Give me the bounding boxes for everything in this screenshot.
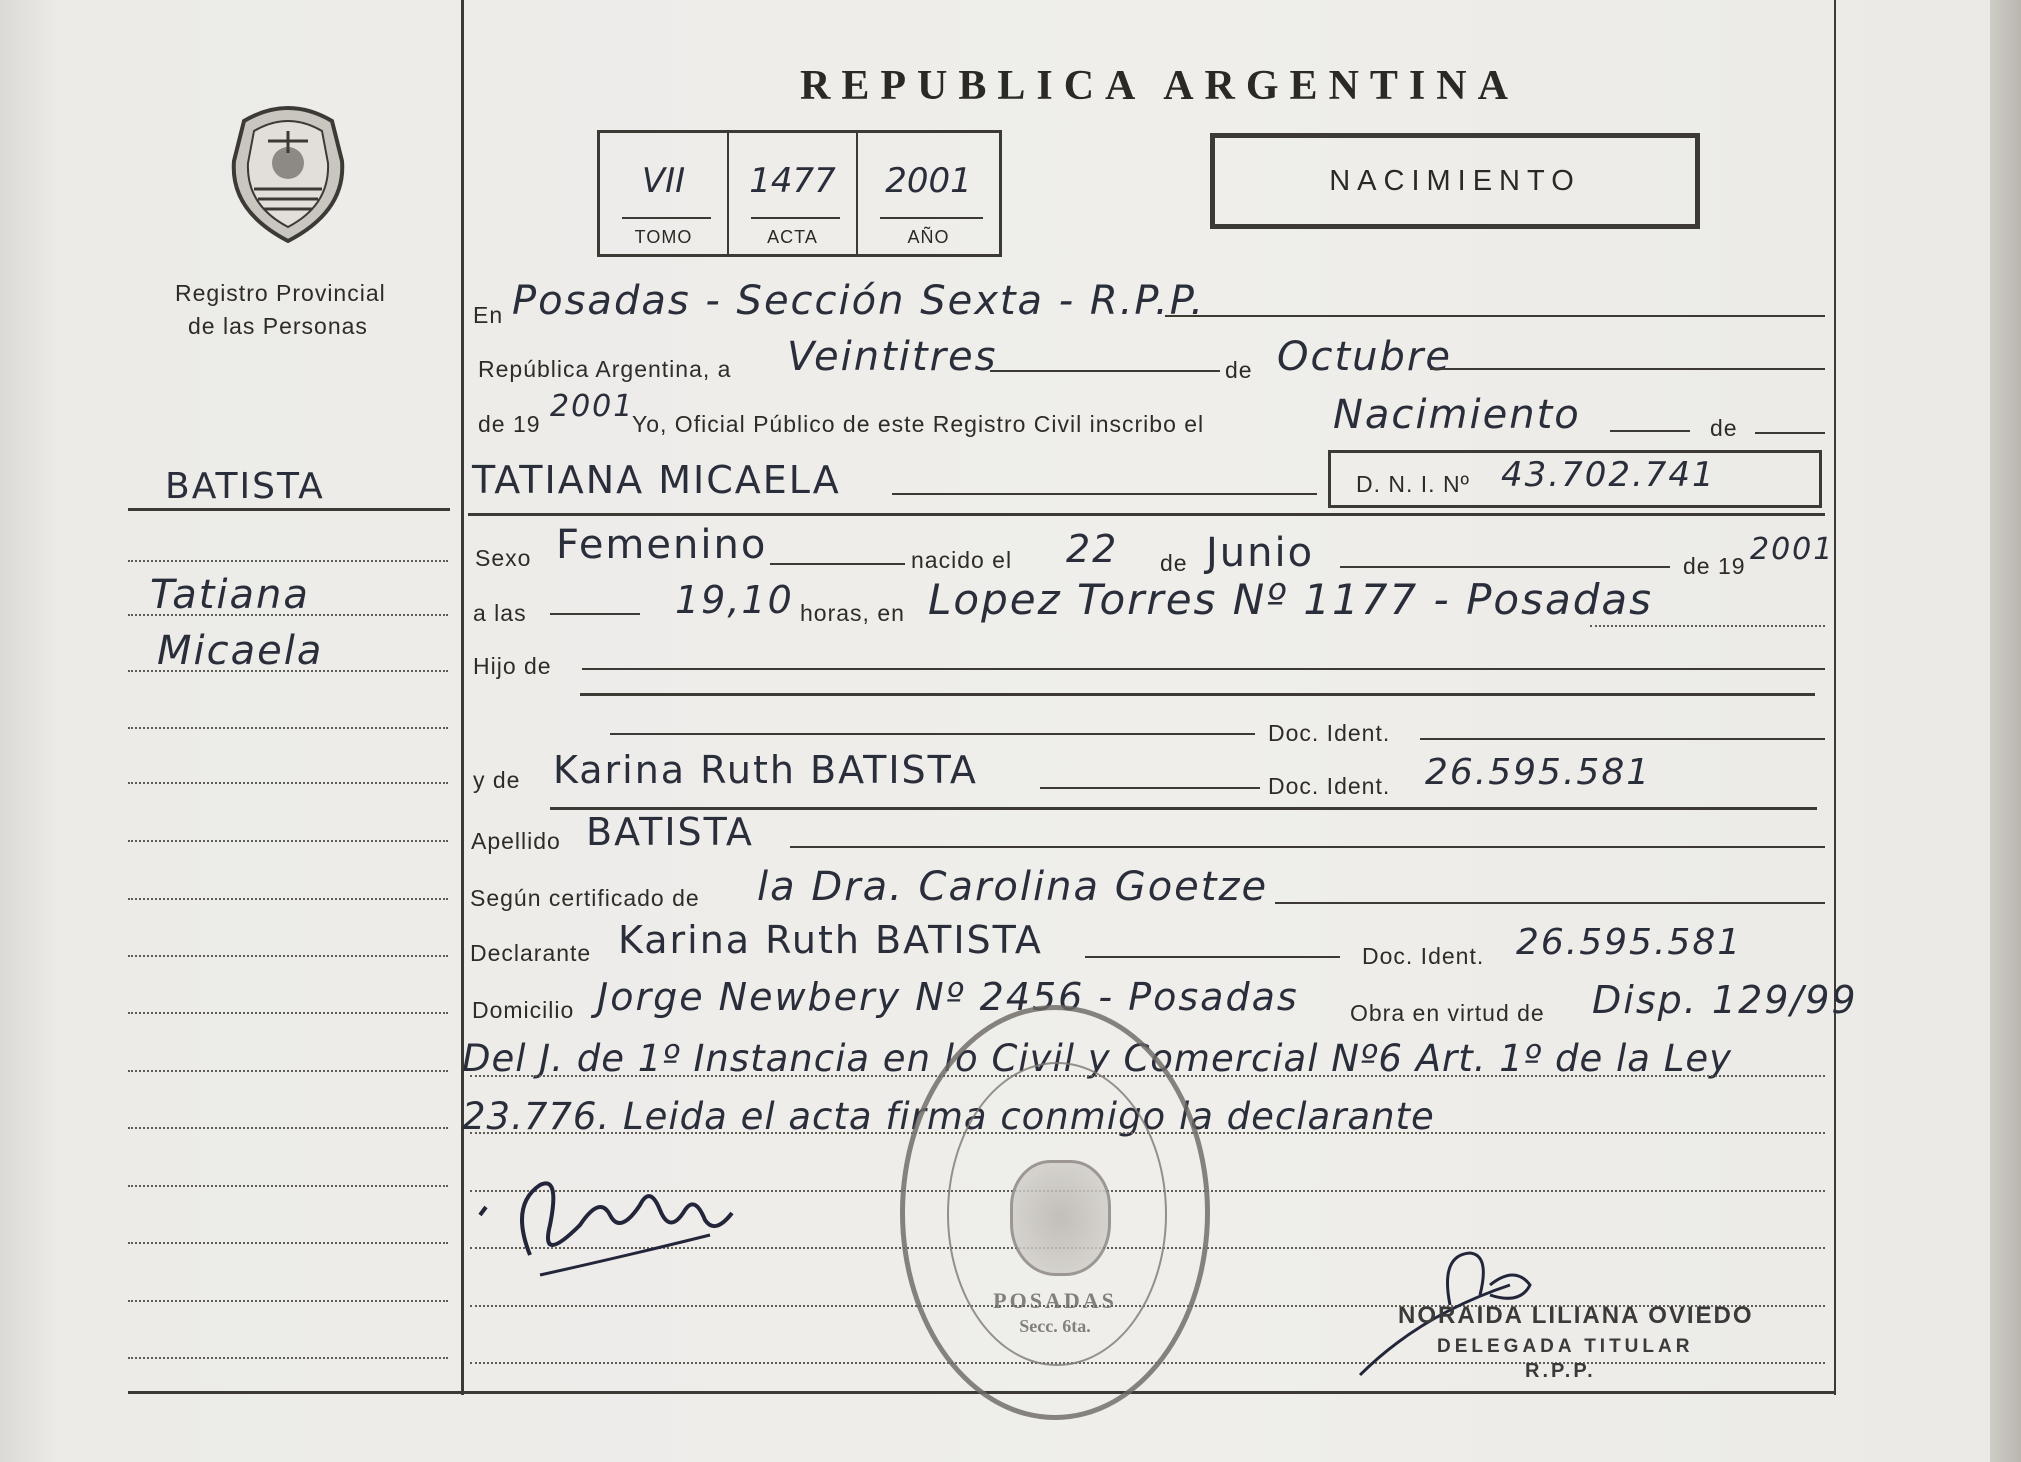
mother-value: Karina Ruth BATISTA <box>553 748 978 792</box>
declarante-label: Declarante <box>470 940 592 966</box>
yde-label: y de <box>473 767 521 793</box>
margin-line <box>128 898 448 900</box>
margin-line <box>128 955 448 957</box>
right-border <box>1834 0 1836 1395</box>
horas-label: horas, en <box>800 600 905 626</box>
hijo-label: Hijo de <box>473 653 552 679</box>
notes-line-2: 23.776. Leida el acta firma conmigo la declarante <box>462 1095 1435 1138</box>
nacido-label: nacido el <box>911 547 1013 573</box>
de19-label: de 19 <box>1683 553 1746 579</box>
dni-label: D. N. I. Nº <box>1356 471 1470 497</box>
acta-cell <box>729 133 858 254</box>
year-prefix-label: de 19 <box>478 411 541 437</box>
column-divider <box>461 0 464 1395</box>
fill-line <box>990 370 1220 372</box>
page-edge <box>1990 0 2021 1462</box>
doc-ident-label-2: Doc. Ident. <box>1268 773 1391 799</box>
de-label-3: de <box>1160 550 1188 576</box>
tomo-cell <box>600 133 729 254</box>
fill-line <box>1755 432 1825 434</box>
apellido-value: BATISTA <box>586 810 754 854</box>
de-label-2: de <box>1710 415 1738 441</box>
fill-line <box>582 668 1825 670</box>
republica-label: República Argentina, a <box>478 356 732 382</box>
tomo-label: TOMO <box>634 227 693 247</box>
fill-line <box>550 613 640 615</box>
officer-title: DELEGADA TITULAR <box>1437 1336 1694 1357</box>
registry-name-line1: Registro Provincial <box>175 280 386 306</box>
sexo-value: Femenino <box>556 522 768 568</box>
fill-line <box>1610 430 1690 432</box>
fill-line <box>892 493 1317 495</box>
margin-name1: Tatiana <box>150 572 310 618</box>
fill-line <box>790 846 1825 848</box>
margin-line <box>128 782 448 784</box>
officer-office: R.P.P. <box>1525 1360 1596 1382</box>
officer-name: NORAIDA LILIANA OVIEDO <box>1398 1302 1754 1329</box>
fill-line <box>770 563 905 565</box>
margin-line <box>128 1127 448 1129</box>
stamp-emblem-icon <box>1010 1160 1111 1276</box>
fill-line <box>1040 787 1260 789</box>
place-value: Posadas - Sección Sexta - R.P.P. <box>512 278 1206 324</box>
anio-cell <box>858 133 999 254</box>
fill-line <box>1420 738 1825 740</box>
notes-line-1: Del J. de 1º Instancia en lo Civil y Comercial Nº6 Art. 1º de la Ley <box>462 1037 1732 1080</box>
margin-line <box>128 727 448 729</box>
fill-line <box>1340 566 1670 568</box>
day-words-value: Veintitres <box>787 334 998 380</box>
registry-name-line2: de las Personas <box>188 313 368 339</box>
margin-line <box>128 1300 448 1302</box>
obra-value: Disp. 129/99 <box>1592 978 1858 1022</box>
record-number-box <box>597 130 1002 257</box>
fill-line <box>1275 902 1825 904</box>
fill-line <box>1085 956 1340 958</box>
document-title: REPUBLICA ARGENTINA <box>800 63 1519 109</box>
margin-line <box>128 1242 448 1244</box>
birth-place-value: Lopez Torres Nº 1177 - Posadas <box>928 575 1653 624</box>
declarante-doc-value: 26.595.581 <box>1516 922 1743 963</box>
doc-ident-label-1: Doc. Ident. <box>1268 720 1391 746</box>
en-label: En <box>473 302 504 328</box>
margin-line <box>128 560 448 562</box>
domicilio-value: Jorge Newbery Nº 2456 - Posadas <box>597 975 1299 1019</box>
margin-line <box>128 840 448 842</box>
de-label: de <box>1225 357 1253 383</box>
dni-value: 43.702.741 <box>1501 455 1716 495</box>
act-type-value: Nacimiento <box>1333 392 1581 438</box>
time-value: 19,10 <box>675 578 794 622</box>
margin-line <box>128 1357 448 1359</box>
doctor-value: la Dra. Carolina Goetze <box>757 864 1269 910</box>
fill-line <box>610 733 1255 735</box>
margin-line <box>128 1070 448 1072</box>
full-name-value: TATIANA MICAELA <box>472 458 841 502</box>
sexo-label: Sexo <box>475 545 532 571</box>
fill-line <box>1430 368 1825 370</box>
official-stamp <box>900 1005 1210 1420</box>
fill-line <box>1165 315 1825 317</box>
misiones-seal-icon <box>224 101 352 247</box>
anio-label: AÑO <box>907 227 950 247</box>
birth-day-value: 22 <box>1066 527 1119 571</box>
declarante-value: Karina Ruth BATISTA <box>618 918 1043 962</box>
fill-line <box>1590 625 1825 627</box>
birth-year-value: 2001 <box>1750 532 1835 567</box>
alas-label: a las <box>473 600 527 626</box>
name-rule <box>468 513 1825 516</box>
margin-surname-rule <box>128 508 450 511</box>
declarant-signature <box>470 1165 750 1285</box>
acta-label: ACTA <box>767 227 818 247</box>
tomo-value: VII <box>641 161 686 201</box>
obra-label: Obra en virtud de <box>1350 1000 1545 1026</box>
birth-month-value: Junio <box>1206 530 1315 576</box>
anio-value: 2001 <box>885 161 972 201</box>
inscribo-label: Yo, Oficial Público de este Registro Civil inscribo el <box>632 411 1205 437</box>
margin-line <box>128 1185 448 1187</box>
mother-doc-value: 26.595.581 <box>1425 752 1652 793</box>
apellido-label: Apellido <box>471 828 561 854</box>
margin-line <box>128 670 448 672</box>
stamp-section: Secc. 6ta. <box>1019 1316 1091 1336</box>
dni-box <box>1328 450 1822 508</box>
acta-value: 1477 <box>749 161 836 201</box>
margin-surname: BATISTA <box>165 466 325 507</box>
month-value: Octubre <box>1277 334 1452 380</box>
doc-ident-label-3: Doc. Ident. <box>1362 943 1485 969</box>
margin-line <box>128 614 448 616</box>
domicilio-label: Domicilio <box>472 997 575 1023</box>
segun-label: Según certificado de <box>470 885 700 911</box>
margin-line <box>128 1012 448 1014</box>
hijo-rule <box>580 693 1815 696</box>
stamp-city: POSADAS <box>993 1288 1117 1313</box>
record-type-box: NACIMIENTO <box>1210 133 1700 229</box>
margin-name2: Micaela <box>157 628 324 674</box>
year-value: 2001 <box>550 389 635 424</box>
